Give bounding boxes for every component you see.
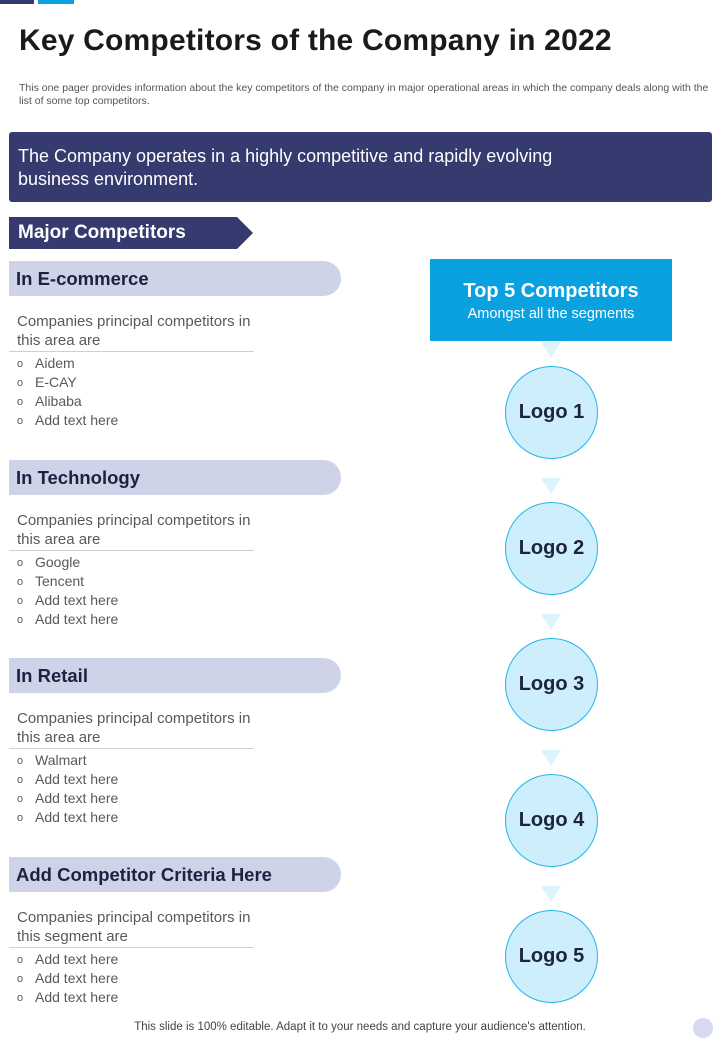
bullet-icon: o bbox=[17, 557, 24, 569]
page-title: Key Competitors of the Company in 2022 bbox=[19, 24, 612, 57]
top5-box bbox=[430, 259, 672, 341]
connector-arrow-icon bbox=[541, 342, 561, 358]
list-item-text: Alibaba bbox=[35, 393, 82, 409]
list-item bbox=[17, 412, 341, 431]
section-technology bbox=[9, 460, 341, 630]
section-custom-criteria bbox=[9, 857, 341, 1008]
top-accent-blue bbox=[38, 0, 74, 4]
list-item-text: Add text here bbox=[35, 970, 119, 986]
list-item bbox=[17, 771, 341, 790]
bullet-icon: o bbox=[17, 377, 24, 389]
bullet-icon: o bbox=[17, 396, 24, 408]
list-item-text: Walmart bbox=[35, 752, 87, 768]
bullet-icon: o bbox=[17, 954, 24, 966]
bullet-icon: o bbox=[17, 755, 24, 767]
logo-circle-4: Logo 4 bbox=[505, 774, 598, 867]
list-item bbox=[17, 374, 341, 393]
section-heading: In E-commerce bbox=[9, 261, 341, 296]
section-retail bbox=[9, 658, 341, 828]
connector-arrow-icon bbox=[541, 478, 561, 494]
list-item bbox=[17, 970, 341, 989]
bullet-icon: o bbox=[17, 973, 24, 985]
section-heading: In Technology bbox=[9, 460, 341, 495]
bullet-icon: o bbox=[17, 614, 24, 626]
bullet-icon: o bbox=[17, 812, 24, 824]
competitor-list bbox=[17, 355, 341, 431]
connector-arrow-icon bbox=[541, 886, 561, 902]
banner-text: The Company operates in a highly competitive and rapidly evolving business environment. bbox=[18, 146, 553, 189]
list-item-text: Add text here bbox=[35, 790, 119, 806]
competitor-list bbox=[17, 554, 341, 630]
list-item-text: Add text here bbox=[35, 412, 119, 428]
bullet-icon: o bbox=[17, 415, 24, 427]
section-intro: Companies principal competitors in this area are bbox=[17, 313, 251, 349]
section-divider bbox=[9, 947, 254, 948]
list-item bbox=[17, 573, 341, 592]
top-accent-navy bbox=[0, 0, 34, 4]
section-intro: Companies principal competitors in this area are bbox=[17, 710, 251, 746]
list-item bbox=[17, 809, 341, 828]
section-divider bbox=[9, 748, 254, 749]
connector-arrow-icon bbox=[541, 614, 561, 630]
summary-banner bbox=[9, 132, 712, 202]
competitor-list bbox=[17, 951, 341, 1008]
section-divider bbox=[9, 351, 254, 352]
intro-paragraph: This one pager provides information about the key competitors of the company in major operational areas in which the company deals along with the list of some top competitors. bbox=[19, 82, 709, 107]
corner-dot-icon bbox=[693, 1018, 713, 1038]
footer-note: This slide is 100% editable. Adapt it to your needs and capture your audience's attention. bbox=[134, 1021, 586, 1033]
list-item bbox=[17, 393, 341, 412]
logo-circle-3: Logo 3 bbox=[505, 638, 598, 731]
section-intro: Companies principal competitors in this segment are bbox=[17, 909, 251, 945]
list-item bbox=[17, 989, 341, 1008]
list-item-text: Add text here bbox=[35, 951, 119, 967]
bullet-icon: o bbox=[17, 774, 24, 786]
list-item bbox=[17, 951, 341, 970]
section-intro: Companies principal competitors in this area are bbox=[17, 512, 251, 548]
bullet-icon: o bbox=[17, 595, 24, 607]
section-heading: Add Competitor Criteria Here bbox=[9, 857, 341, 892]
bullet-icon: o bbox=[17, 576, 24, 588]
list-item-text: Google bbox=[35, 554, 81, 570]
section-divider bbox=[9, 550, 254, 551]
list-item-text: E-CAY bbox=[35, 374, 77, 390]
section-ecommerce bbox=[9, 261, 341, 431]
section-heading: In Retail bbox=[9, 658, 341, 693]
list-item-text: Tencent bbox=[35, 573, 85, 589]
logo-circle-5: Logo 5 bbox=[505, 910, 598, 1003]
logo-circle-1: Logo 1 bbox=[505, 366, 598, 459]
list-item bbox=[17, 592, 341, 611]
major-competitors-label: Major Competitors bbox=[18, 222, 186, 243]
list-item bbox=[17, 752, 341, 771]
competitor-list bbox=[17, 752, 341, 828]
list-item-text: Add text here bbox=[35, 611, 119, 627]
bullet-icon: o bbox=[17, 358, 24, 370]
top5-subtitle: Amongst all the segments bbox=[467, 306, 635, 322]
list-item bbox=[17, 554, 341, 573]
logo-circle-2: Logo 2 bbox=[505, 502, 598, 595]
list-item-text: Add text here bbox=[35, 771, 119, 787]
bullet-icon: o bbox=[17, 992, 24, 1004]
major-competitors-heading bbox=[9, 217, 253, 249]
list-item-text: Add text here bbox=[35, 592, 119, 608]
bullet-icon: o bbox=[17, 793, 24, 805]
list-item-text: Aidem bbox=[35, 355, 75, 371]
list-item bbox=[17, 611, 341, 630]
connector-arrow-icon bbox=[541, 750, 561, 766]
list-item-text: Add text here bbox=[35, 989, 119, 1005]
list-item-text: Add text here bbox=[35, 809, 119, 825]
list-item bbox=[17, 790, 341, 809]
list-item bbox=[17, 355, 341, 374]
top5-title: Top 5 Competitors bbox=[463, 280, 639, 302]
